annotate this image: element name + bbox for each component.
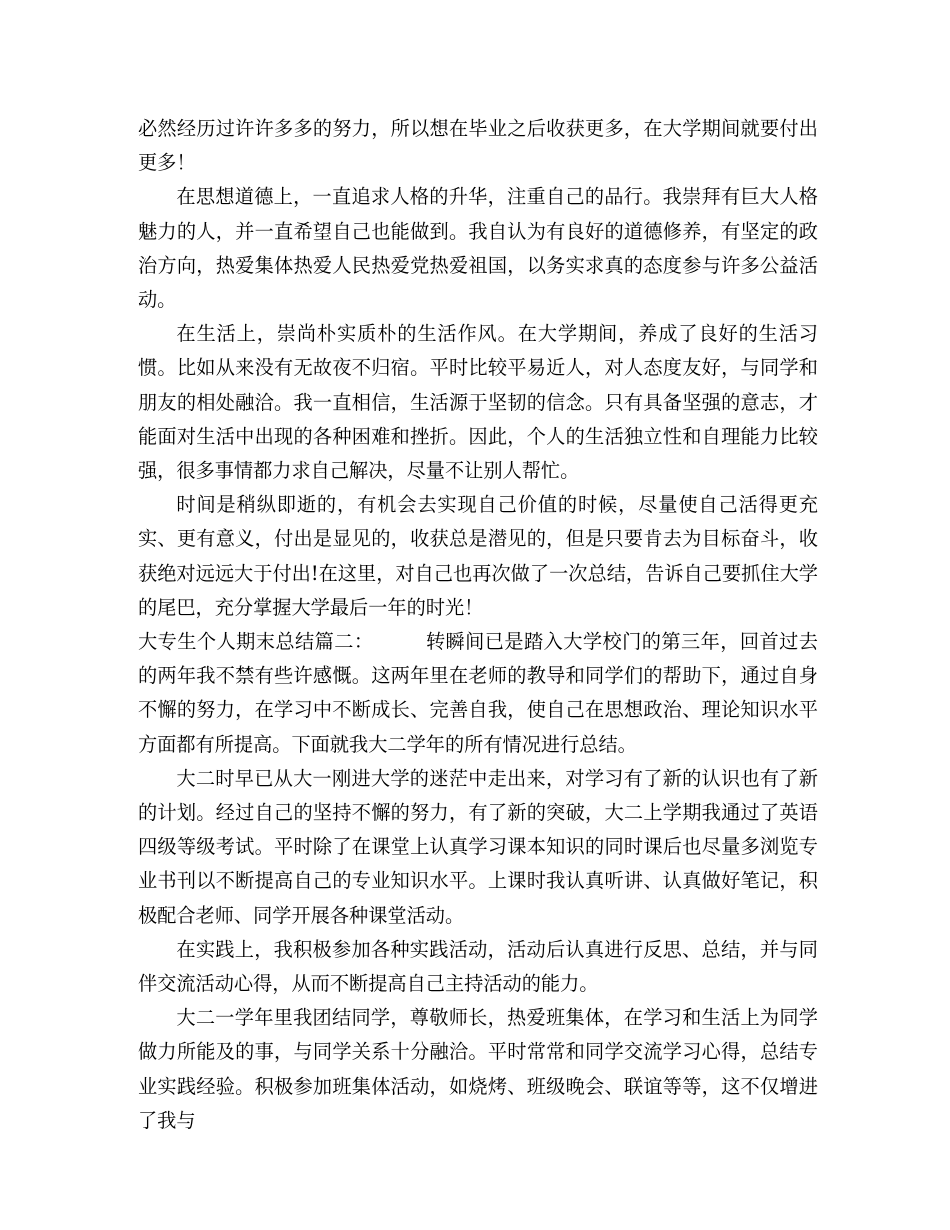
section-heading: 大专生个人期末总结篇二： — [138, 630, 374, 654]
paragraph-2: 在思想道德上，一直追求人格的升华，注重自己的品行。我崇拜有巨大人格魅力的人，并一直希望自己也能做到。我自认为有良好的道德修养，有坚定的政治方向，热爱集体热爱人民热爱党热爱祖国，以务实求真的态度参与许多公益活动。 — [138, 185, 818, 312]
section-intro-text: 转瞬间已是踏入大学校门的第三年，回首过去的两年我不禁有些许感慨。这两年里在老师的教导和同学们的帮助下，通过自身不懈的努力，在学习中不断成长、完善自我，使自己在思想政治、理论知识水平方面都有所提高。下面就我大二学年的所有情况进行总结。 — [138, 630, 818, 756]
paragraph-6: 在实践上，我积极参加各种实践活动，活动后认真进行反思、总结，并与同伴交流活动心得，从而不断提高自己主持活动的能力。 — [138, 937, 818, 996]
paragraph-3: 在生活上，崇尚朴实质朴的生活作风。在大学期间，养成了良好的生活习惯。比如从来没有无故夜不归宿。平时比较平易近人，对人态度友好，与同学和朋友的相处融洽。我一直相信，生活源于坚韧的信念。只有具备坚强的意志，才能面对生活中出现的各种困难和挫折。因此，个人的生活独立性和自理能力比较强，很多事情都力求自己解决，尽量不让别人帮忙。 — [138, 322, 818, 483]
paragraph-1: 必然经历过许许多多的努力，所以想在毕业之后收获更多，在大学期间就要付出更多！ — [138, 117, 818, 175]
document-body — [138, 112, 818, 1138]
paragraph-5: 大二时早已从大一刚进大学的迷茫中走出来，对学习有了新的认识也有了新的计划。经过自己的坚持不懈的努力，有了新的突破，大二上学期我通过了英语四级等级考试。平时除了在课堂上认真学习课本知识的同时课后也尽量多浏览专业书刊以不断提高自己的专业知识水平。上课时我认真听讲、认真做好笔记，积极配合老师、同学开展各种课堂活动。 — [138, 766, 818, 927]
paragraph-7: 大二一学年里我团结同学，尊敬师长，热爱班集体，在学习和生活上为同学做力所能及的事，与同学关系十分融洽。平时常常和同学交流学习心得，总结专业实践经验。积极参加班集体活动，如烧烤、班级晚会、联谊等等，这不仅增进了我与 — [138, 1006, 818, 1132]
paragraph-4: 时间是稍纵即逝的，有机会去实现自己价值的时候，尽量使自己活得更充实、更有意义，付出是显见的，收获总是潜见的，但是只要肯去为目标奋斗，收获绝对远远大于付出!在这里，对自己也再次做了一次总结，告诉自己要抓住大学的尾巴，充分掌握大学最后一年的时光！ — [138, 493, 818, 619]
section-heading-paragraph — [138, 625, 818, 762]
